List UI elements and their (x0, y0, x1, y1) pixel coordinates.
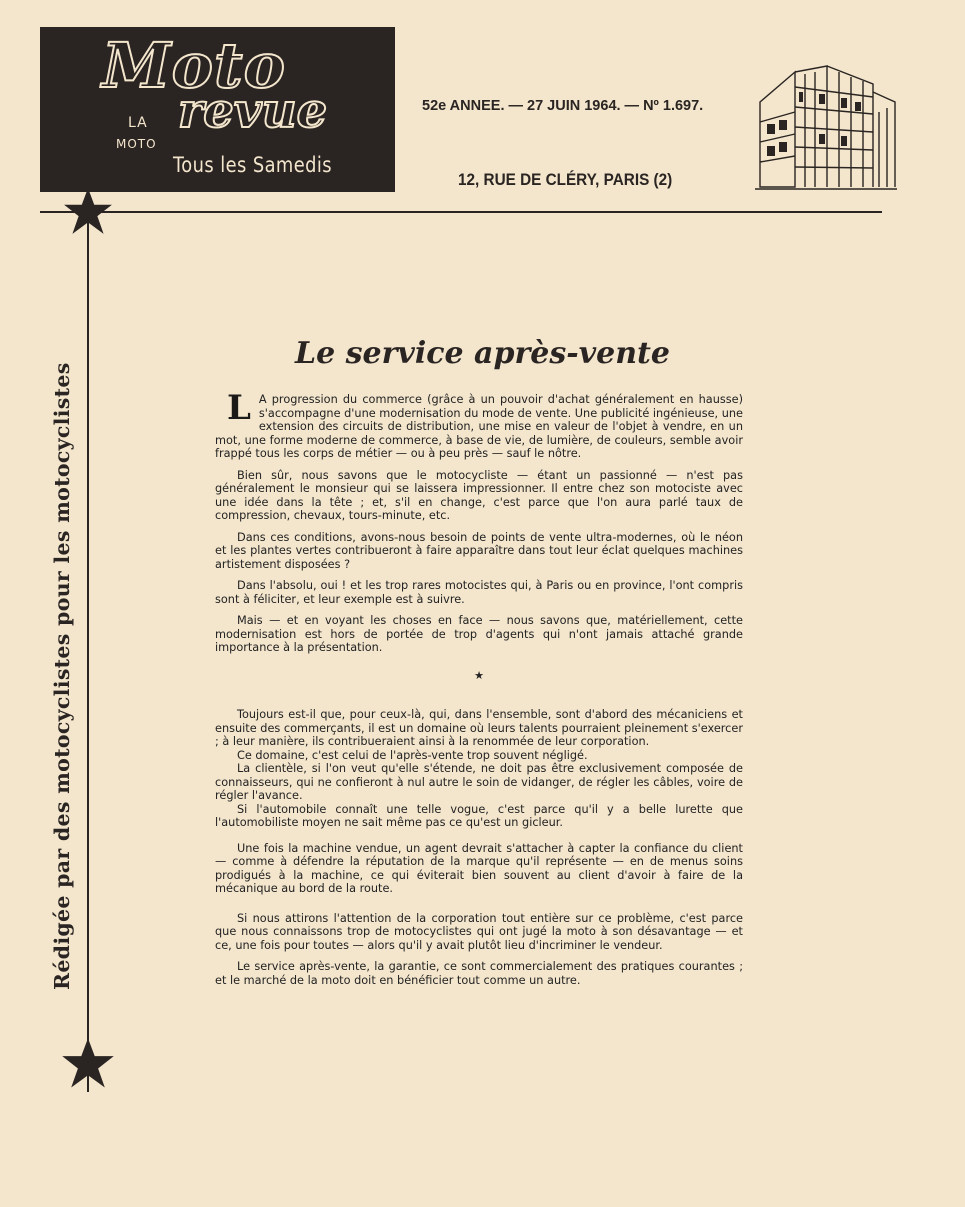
issue-info: 52e ANNEE. — 27 JUIN 1964. — Nº 1.697. (422, 98, 704, 114)
masthead-tagline: Tous les Samedis (173, 153, 333, 177)
article-paragraph: Dans ces conditions, avons-nous besoin de points de vente ultra-modernes, où le néon et les plantes vertes contribueront à faire apparaître dans tout leur éclat quelques machines artistement disposées ? (215, 530, 743, 571)
publisher-address: 12, RUE DE CLÉRY, PARIS (2) (458, 170, 673, 189)
star-icon (62, 186, 114, 238)
article-paragraph: Bien sûr, nous savons que le motocycliste — étant un passionné — n'est pas généralement le monsieur qui se laissera impressionner. Il entre chez son motociste avec une idée dans la tête ; et, s'il en change, c'est parce que l'on aura parlé taux de compression, chevaux, tours-minute, etc. (215, 468, 743, 522)
logo-la-word: LA (128, 115, 148, 131)
article-paragraph: Ce domaine, c'est celui de l'après-vente trop souvent négligé. (237, 748, 588, 762)
article-title (0, 336, 965, 371)
building-illustration-icon (755, 62, 897, 192)
star-icon (60, 1036, 116, 1092)
logo-moto-word: Moto (102, 29, 286, 102)
header-rule (40, 211, 882, 213)
paragraph-text: A progression du commerce (grâce à un pouvoir d'achat généralement en hausse) s'accompagne d'une modernisation du mode de vente. Une publicité ingénieuse, une extension des circuits de distribution, une mise en valeur de l'objet à vendre, en un mot, une forme moderne de commerce, à base de vie, de lumière, de couleurs, semble avoir frappé tous les corps de métier — ou à peu près — sauf le nôtre. (215, 393, 743, 460)
article-paragraph: Toujours est-il que, pour ceux-là, qui, dans l'ensemble, sont d'abord des mécaniciens et ensuite des commerçants, il est un domaine où leurs talents pourraient pleinement s'exercer ; à leur manière, ils contribueraient ainsi à la renommée de leur corporation. (215, 708, 743, 748)
article-paragraph (215, 388, 743, 461)
section-separator: ★ (474, 668, 484, 682)
sidebar-slogan: Rédigée par des motocyclistes pour les motocyclistes (50, 362, 74, 990)
article-paragraph: La clientèle, si l'on veut qu'elle s'étende, ne doit pas être exclusivement composée de connaisseurs, qui ne confieront à nul autre le soin de vidanger, de régler les câbles, voire de régler l'avance. (215, 762, 743, 802)
article-paragraph: Dans l'absolu, oui ! et les trop rares motocistes qui, à Paris ou en province, l'ont compris sont à féliciter, et leur exemple est à suivre. (215, 579, 743, 606)
article-paragraph: Une fois la machine vendue, un agent devrait s'attacher à capter la confiance du client — comme à défendre la réputation de la marque qu'il représente — en de menus soins prodigués à la machine, ce qui éviterait bien souvent au client d'avoir à faire de la mécanique au bord de la route. (215, 841, 743, 895)
dropcap: L (227, 388, 251, 428)
article-paragraph: Si l'automobile connaît une telle vogue, c'est parce qu'il y a belle lurette que l'automobiliste moyen ne sait même pas ce qu'est un gicleur. (215, 802, 743, 829)
article-paragraph: Mais — et en voyant les choses en face — nous savons que, matériellement, cette modernisation est hors de portée de trop d'agents qui n'ont jamais attaché grande importance à la présentation. (215, 614, 743, 654)
article-paragraph: Le service après-vente, la garantie, ce sont commercialement des pratiques courantes ; et le marché de la moto doit en bénéficier tout comme un autre. (215, 960, 743, 987)
logo-moto-small-word: MOTO (116, 137, 157, 151)
logo-revue-word: revue (178, 83, 328, 139)
article-body (215, 388, 743, 995)
article-paragraph: Si nous attirons l'attention de la corporation tout entière sur ce problème, c'est parce que nous connaissons trop de motocyclistes qui ont jugé la moto à son désavantage — et ce, une fois pour toutes — alors qu'il y avait plutôt lieu d'incriminer le vendeur. (215, 911, 743, 952)
article-title-text: Le service après-vente (295, 336, 670, 371)
masthead-logo (40, 27, 395, 192)
